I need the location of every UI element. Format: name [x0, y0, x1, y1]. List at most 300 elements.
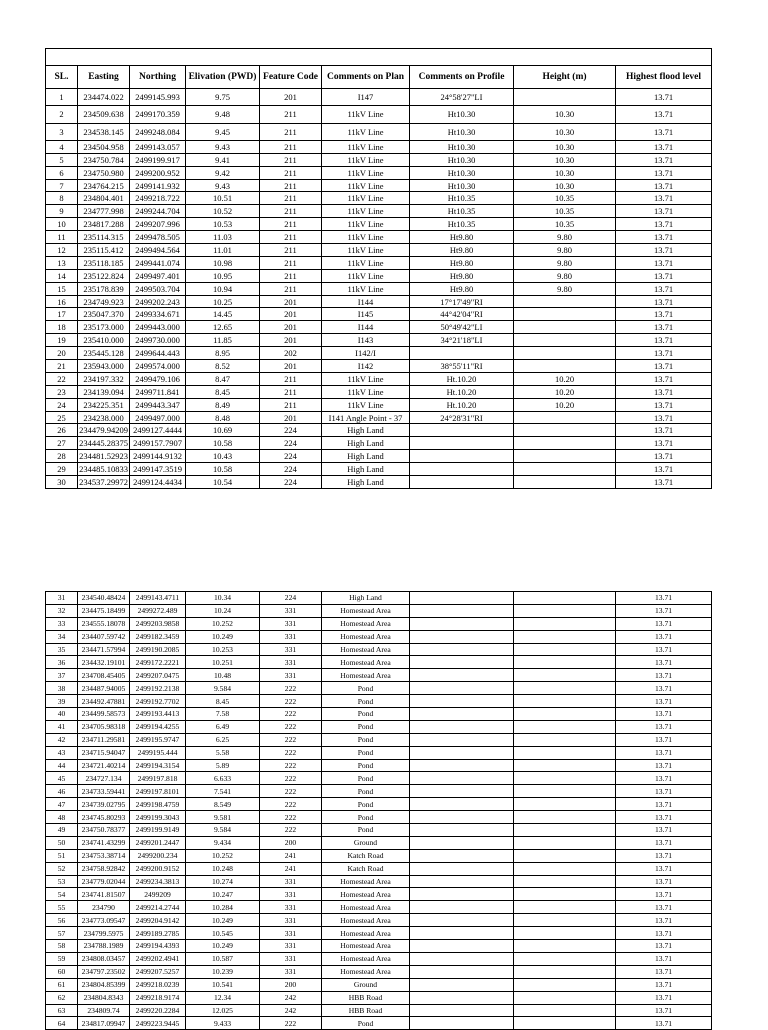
- cell-comments-plan: Homestead Area: [322, 617, 410, 630]
- cell-sl: 59: [46, 952, 78, 965]
- cell-height: [514, 875, 616, 888]
- cell-height: [514, 940, 616, 953]
- cell-sl: 22: [46, 372, 78, 385]
- cell-sl: 26: [46, 424, 78, 437]
- cell-elevation: 6.25: [186, 733, 260, 746]
- cell-elevation: 8.48: [186, 411, 260, 424]
- cell-flood-level: 13.71: [616, 978, 712, 991]
- cell-feature-code: 222: [260, 1017, 322, 1030]
- cell-sl: 32: [46, 604, 78, 617]
- cell-comments-profile: [410, 592, 514, 605]
- table-row: [46, 334, 712, 347]
- cell-comments-plan: Ground: [322, 978, 410, 991]
- cell-feature-code: 224: [260, 450, 322, 463]
- cell-elevation: 8.45: [186, 385, 260, 398]
- cell-flood-level: 13.71: [616, 463, 712, 476]
- table-row: [46, 244, 712, 257]
- cell-comments-profile: [410, 682, 514, 695]
- cell-elevation: 10.274: [186, 875, 260, 888]
- cell-height: [514, 604, 616, 617]
- cell-easting: 234407.59742: [78, 630, 130, 643]
- cell-comments-profile: [410, 836, 514, 849]
- cell-northing: 2499190.2085: [130, 643, 186, 656]
- cell-northing: 2499192.2138: [130, 682, 186, 695]
- cell-feature-code: 202: [260, 347, 322, 360]
- cell-easting: 234745.80293: [78, 811, 130, 824]
- cell-elevation: 9.584: [186, 824, 260, 837]
- table-row: [46, 398, 712, 411]
- cell-northing: 2499200.952: [130, 166, 186, 179]
- cell-height: [514, 927, 616, 940]
- cell-comments-profile: [410, 901, 514, 914]
- cell-elevation: 10.98: [186, 256, 260, 269]
- cell-feature-code: 211: [260, 106, 322, 123]
- cell-comments-profile: 24°58'27"LI: [410, 89, 514, 106]
- cell-flood-level: 13.71: [616, 733, 712, 746]
- cell-height: [514, 811, 616, 824]
- cell-elevation: 10.48: [186, 669, 260, 682]
- cell-flood-level: 13.71: [616, 205, 712, 218]
- cell-sl: 37: [46, 669, 78, 682]
- cell-feature-code: 331: [260, 630, 322, 643]
- cell-sl: 36: [46, 656, 78, 669]
- cell-easting: 234555.18078: [78, 617, 130, 630]
- cell-comments-profile: Ht9.80: [410, 231, 514, 244]
- cell-feature-code: 211: [260, 192, 322, 205]
- cell-northing: 2499218.9174: [130, 991, 186, 1004]
- cell-flood-level: 13.71: [616, 875, 712, 888]
- cell-northing: 2499141.932: [130, 179, 186, 192]
- cell-sl: 57: [46, 927, 78, 940]
- cell-northing: 2499144.9132: [130, 450, 186, 463]
- cell-northing: 2499195.9747: [130, 733, 186, 746]
- cell-comments-profile: 34°21'18"LI: [410, 334, 514, 347]
- cell-feature-code: 201: [260, 89, 322, 106]
- table-row: [46, 372, 712, 385]
- cell-sl: 34: [46, 630, 78, 643]
- cell-comments-profile: [410, 1017, 514, 1030]
- table-row: [46, 811, 712, 824]
- cell-comments-profile: [410, 720, 514, 733]
- cell-northing: 2499199.917: [130, 153, 186, 166]
- cell-comments-profile: [410, 643, 514, 656]
- cell-elevation: 12.34: [186, 991, 260, 1004]
- cell-comments-plan: High Land: [322, 476, 410, 489]
- cell-elevation: 8.47: [186, 372, 260, 385]
- table-row: [46, 604, 712, 617]
- cell-sl: 23: [46, 385, 78, 398]
- cell-feature-code: 331: [260, 875, 322, 888]
- cell-elevation: 8.45: [186, 695, 260, 708]
- table-row: [46, 140, 712, 153]
- cell-comments-plan: I144: [322, 321, 410, 334]
- cell-comments-plan: 11kV Line: [322, 153, 410, 166]
- table-row: [46, 347, 712, 360]
- cell-elevation: 12.65: [186, 321, 260, 334]
- cell-northing: 2499479.106: [130, 372, 186, 385]
- cell-flood-level: 13.71: [616, 89, 712, 106]
- cell-flood-level: 13.71: [616, 927, 712, 940]
- cell-comments-plan: Homestead Area: [322, 643, 410, 656]
- cell-easting: 234777.998: [78, 205, 130, 218]
- cell-elevation: 10.54: [186, 476, 260, 489]
- cell-easting: 235445.128: [78, 347, 130, 360]
- cell-comments-profile: [410, 669, 514, 682]
- cell-flood-level: 13.71: [616, 940, 712, 953]
- table-row: [46, 437, 712, 450]
- cell-feature-code: 211: [260, 269, 322, 282]
- cell-comments-plan: 11kV Line: [322, 282, 410, 295]
- cell-northing: 2499189.2785: [130, 927, 186, 940]
- cell-easting: 234750.784: [78, 153, 130, 166]
- cell-easting: 235118.185: [78, 256, 130, 269]
- cell-feature-code: 331: [260, 940, 322, 953]
- cell-northing: 2499209: [130, 888, 186, 901]
- cell-comments-profile: [410, 746, 514, 759]
- cell-comments-plan: 11kV Line: [322, 140, 410, 153]
- cell-flood-level: 13.71: [616, 179, 712, 192]
- cell-elevation: 6.49: [186, 720, 260, 733]
- cell-feature-code: 222: [260, 720, 322, 733]
- cell-flood-level: 13.71: [616, 244, 712, 257]
- cell-height: [514, 695, 616, 708]
- cell-height: 9.80: [514, 269, 616, 282]
- cell-height: [514, 965, 616, 978]
- cell-comments-profile: Ht10.30: [410, 140, 514, 153]
- cell-easting: 234733.59441: [78, 785, 130, 798]
- table-row: [46, 450, 712, 463]
- cell-feature-code: 224: [260, 476, 322, 489]
- cell-flood-level: 13.71: [616, 965, 712, 978]
- table-row: [46, 411, 712, 424]
- cell-comments-profile: Ht10.35: [410, 218, 514, 231]
- cell-easting: 234739.02795: [78, 798, 130, 811]
- cell-comments-plan: 11kV Line: [322, 398, 410, 411]
- table-row: [46, 321, 712, 334]
- cell-easting: 234705.98318: [78, 720, 130, 733]
- cell-feature-code: 211: [260, 218, 322, 231]
- cell-height: 10.30: [514, 140, 616, 153]
- cell-height: [514, 746, 616, 759]
- cell-feature-code: 211: [260, 166, 322, 179]
- table-row: [46, 836, 712, 849]
- cell-comments-plan: Pond: [322, 733, 410, 746]
- cell-comments-profile: [410, 695, 514, 708]
- table-row: [46, 875, 712, 888]
- cell-elevation: 9.48: [186, 106, 260, 123]
- cell-feature-code: 224: [260, 424, 322, 437]
- table-row: [46, 952, 712, 965]
- cell-comments-profile: [410, 940, 514, 953]
- cell-northing: 2499192.7702: [130, 695, 186, 708]
- table-row: [46, 269, 712, 282]
- cell-easting: 234492.47881: [78, 695, 130, 708]
- cell-comments-plan: Pond: [322, 811, 410, 824]
- cell-comments-plan: Pond: [322, 824, 410, 837]
- cell-flood-level: 13.71: [616, 398, 712, 411]
- cell-northing: 2499200.9152: [130, 862, 186, 875]
- cell-sl: 8: [46, 192, 78, 205]
- cell-feature-code: 242: [260, 1004, 322, 1017]
- cell-easting: 234721.40214: [78, 759, 130, 772]
- cell-easting: 234797.23502: [78, 965, 130, 978]
- cell-northing: 2499197.818: [130, 772, 186, 785]
- cell-elevation: 10.252: [186, 617, 260, 630]
- cell-elevation: 9.434: [186, 836, 260, 849]
- cell-sl: 48: [46, 811, 78, 824]
- cell-feature-code: 331: [260, 888, 322, 901]
- cell-comments-profile: [410, 450, 514, 463]
- cell-easting: 234808.03457: [78, 952, 130, 965]
- table-row: [46, 166, 712, 179]
- cell-comments-plan: I142/I: [322, 347, 410, 360]
- cell-flood-level: 13.71: [616, 256, 712, 269]
- cell-northing: 2499199.9149: [130, 824, 186, 837]
- cell-feature-code: 200: [260, 978, 322, 991]
- table-header-row: [46, 66, 712, 89]
- cell-height: 10.35: [514, 192, 616, 205]
- cell-easting: 234741.81507: [78, 888, 130, 901]
- table-row: [46, 205, 712, 218]
- cell-flood-level: 13.71: [616, 450, 712, 463]
- cell-height: 10.30: [514, 179, 616, 192]
- cell-feature-code: 200: [260, 836, 322, 849]
- cell-sl: 29: [46, 463, 78, 476]
- table-row: [46, 385, 712, 398]
- table-row: [46, 888, 712, 901]
- cell-easting: 234779.02044: [78, 875, 130, 888]
- cell-elevation: 10.24: [186, 604, 260, 617]
- table-row: [46, 695, 712, 708]
- table-row: [46, 231, 712, 244]
- cell-height: [514, 411, 616, 424]
- cell-easting: 234790: [78, 901, 130, 914]
- cell-flood-level: 13.71: [616, 888, 712, 901]
- cell-comments-plan: Pond: [322, 746, 410, 759]
- cell-northing: 2499198.4759: [130, 798, 186, 811]
- cell-comments-plan: I145: [322, 308, 410, 321]
- cell-easting: 234817.288: [78, 218, 130, 231]
- cell-comments-profile: [410, 785, 514, 798]
- cell-height: [514, 295, 616, 308]
- cell-flood-level: 13.71: [616, 824, 712, 837]
- header-flood-level: Highest flood level: [616, 66, 712, 89]
- cell-easting: 234509.638: [78, 106, 130, 123]
- cell-sl: 54: [46, 888, 78, 901]
- cell-easting: 234708.45405: [78, 669, 130, 682]
- header-comments-profile: Comments on Profile: [410, 66, 514, 89]
- cell-northing: 2499214.2744: [130, 901, 186, 914]
- cell-comments-plan: HBB Road: [322, 1004, 410, 1017]
- cell-easting: 234741.43299: [78, 836, 130, 849]
- cell-height: [514, 862, 616, 875]
- cell-comments-profile: [410, 978, 514, 991]
- cell-flood-level: 13.71: [616, 372, 712, 385]
- cell-easting: 234139.094: [78, 385, 130, 398]
- cell-feature-code: 222: [260, 682, 322, 695]
- cell-northing: 2499204.9142: [130, 914, 186, 927]
- cell-comments-plan: Pond: [322, 1017, 410, 1030]
- table-row: [46, 746, 712, 759]
- cell-elevation: 9.41: [186, 153, 260, 166]
- cell-sl: 49: [46, 824, 78, 837]
- cell-elevation: 9.43: [186, 140, 260, 153]
- table-row: [46, 153, 712, 166]
- cell-feature-code: 211: [260, 372, 322, 385]
- cell-height: [514, 360, 616, 373]
- cell-comments-plan: Homestead Area: [322, 888, 410, 901]
- cell-feature-code: 222: [260, 759, 322, 772]
- cell-easting: 234764.215: [78, 179, 130, 192]
- cell-comments-profile: Ht10.30: [410, 166, 514, 179]
- cell-comments-plan: Pond: [322, 708, 410, 721]
- cell-easting: 234538.145: [78, 123, 130, 140]
- cell-comments-profile: [410, 604, 514, 617]
- cell-feature-code: 222: [260, 746, 322, 759]
- cell-comments-plan: Homestead Area: [322, 927, 410, 940]
- cell-northing: 2499197.8101: [130, 785, 186, 798]
- cell-comments-plan: Homestead Area: [322, 901, 410, 914]
- cell-northing: 2499194.3154: [130, 759, 186, 772]
- cell-elevation: 10.53: [186, 218, 260, 231]
- cell-elevation: 10.248: [186, 862, 260, 875]
- cell-easting: 234749.923: [78, 295, 130, 308]
- cell-height: 9.80: [514, 231, 616, 244]
- cell-elevation: 10.249: [186, 914, 260, 927]
- cell-comments-plan: Pond: [322, 772, 410, 785]
- cell-height: [514, 347, 616, 360]
- cell-height: [514, 682, 616, 695]
- cell-northing: 2499711.841: [130, 385, 186, 398]
- cell-elevation: 10.94: [186, 282, 260, 295]
- cell-sl: 17: [46, 308, 78, 321]
- cell-comments-profile: [410, 617, 514, 630]
- cell-comments-profile: Ht10.30: [410, 179, 514, 192]
- cell-feature-code: 222: [260, 772, 322, 785]
- table-row: [46, 940, 712, 953]
- header-elevation: Elivation (PWD): [186, 66, 260, 89]
- cell-sl: 58: [46, 940, 78, 953]
- cell-elevation: 8.49: [186, 398, 260, 411]
- table-row: [46, 862, 712, 875]
- cell-northing: 2499127.4444: [130, 424, 186, 437]
- cell-sl: 11: [46, 231, 78, 244]
- cell-easting: 234432.19101: [78, 656, 130, 669]
- cell-comments-plan: 11kV Line: [322, 179, 410, 192]
- cell-height: [514, 708, 616, 721]
- cell-flood-level: 13.71: [616, 282, 712, 295]
- cell-comments-profile: [410, 914, 514, 927]
- cell-comments-plan: Ground: [322, 836, 410, 849]
- cell-easting: 234711.29581: [78, 733, 130, 746]
- cell-height: [514, 592, 616, 605]
- cell-northing: 2499143.057: [130, 140, 186, 153]
- cell-northing: 2499218.0239: [130, 978, 186, 991]
- cell-feature-code: 211: [260, 179, 322, 192]
- table-title-row: [46, 49, 712, 66]
- cell-elevation: 9.584: [186, 682, 260, 695]
- cell-easting: 234471.57994: [78, 643, 130, 656]
- cell-easting: 235178.839: [78, 282, 130, 295]
- cell-flood-level: 13.71: [616, 385, 712, 398]
- cell-flood-level: 13.71: [616, 617, 712, 630]
- cell-flood-level: 13.71: [616, 295, 712, 308]
- cell-elevation: 7.58: [186, 708, 260, 721]
- cell-comments-plan: Homestead Area: [322, 669, 410, 682]
- cell-flood-level: 13.71: [616, 914, 712, 927]
- cell-elevation: 10.545: [186, 927, 260, 940]
- cell-easting: 235115.412: [78, 244, 130, 257]
- cell-comments-profile: Ht10.30: [410, 123, 514, 140]
- table-row: [46, 89, 712, 106]
- cell-easting: 234238.000: [78, 411, 130, 424]
- cell-height: [514, 463, 616, 476]
- cell-northing: 2499503.704: [130, 282, 186, 295]
- cell-sl: 52: [46, 862, 78, 875]
- cell-elevation: 11.01: [186, 244, 260, 257]
- cell-comments-profile: [410, 952, 514, 965]
- cell-comments-plan: 11kV Line: [322, 231, 410, 244]
- cell-height: [514, 824, 616, 837]
- cell-easting: 234487.94005: [78, 682, 130, 695]
- table-row: [46, 772, 712, 785]
- cell-flood-level: 13.71: [616, 991, 712, 1004]
- cell-height: [514, 978, 616, 991]
- cell-sl: 53: [46, 875, 78, 888]
- cell-easting: 234758.92842: [78, 862, 130, 875]
- cell-comments-plan: Homestead Area: [322, 604, 410, 617]
- cell-comments-profile: 50°49'42"LI: [410, 321, 514, 334]
- cell-comments-plan: 11kV Line: [322, 385, 410, 398]
- header-northing: Northing: [130, 66, 186, 89]
- cell-sl: 4: [46, 140, 78, 153]
- cell-sl: 3: [46, 123, 78, 140]
- cell-flood-level: 13.71: [616, 772, 712, 785]
- survey-table-page-1: [45, 48, 712, 489]
- cell-comments-plan: High Land: [322, 437, 410, 450]
- cell-sl: 1: [46, 89, 78, 106]
- cell-sl: 35: [46, 643, 78, 656]
- cell-feature-code: 331: [260, 952, 322, 965]
- cell-sl: 15: [46, 282, 78, 295]
- cell-comments-plan: Pond: [322, 798, 410, 811]
- cell-northing: 2499644.443: [130, 347, 186, 360]
- cell-feature-code: 222: [260, 708, 322, 721]
- cell-sl: 9: [46, 205, 78, 218]
- cell-northing: 2499218.722: [130, 192, 186, 205]
- survey-table-page-2: [45, 591, 712, 1030]
- cell-sl: 18: [46, 321, 78, 334]
- cell-flood-level: 13.71: [616, 952, 712, 965]
- cell-height: 10.35: [514, 205, 616, 218]
- cell-height: [514, 991, 616, 1004]
- cell-comments-profile: [410, 630, 514, 643]
- cell-comments-plan: 11kV Line: [322, 166, 410, 179]
- cell-comments-profile: Ht9.80: [410, 269, 514, 282]
- cell-northing: 2499272.489: [130, 604, 186, 617]
- cell-sl: 42: [46, 733, 78, 746]
- cell-height: [514, 1004, 616, 1017]
- table-row: [46, 849, 712, 862]
- cell-sl: 7: [46, 179, 78, 192]
- cell-flood-level: 13.71: [616, 153, 712, 166]
- cell-feature-code: 211: [260, 153, 322, 166]
- cell-sl: 64: [46, 1017, 78, 1030]
- cell-height: [514, 321, 616, 334]
- cell-feature-code: 331: [260, 901, 322, 914]
- cell-feature-code: 224: [260, 592, 322, 605]
- cell-flood-level: 13.71: [616, 166, 712, 179]
